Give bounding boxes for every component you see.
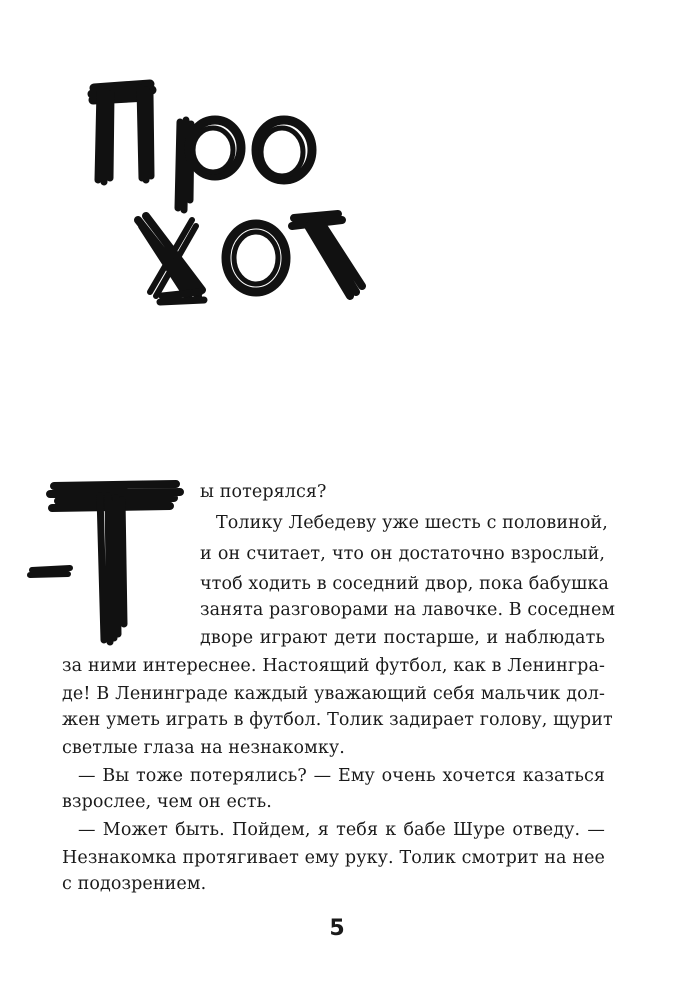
- body-line-10: светлые глаза на незнакомку.: [62, 738, 345, 758]
- body-line-7: за ними интереснее. Настоящий футбол, как в Ленингра-: [62, 656, 605, 676]
- body-line-15: с подозрением.: [62, 874, 207, 894]
- body-line-3: и он считает, что он достаточно взрослый,: [200, 544, 605, 564]
- body-line-4: чтоб ходить в соседний двор, пока бабушка: [200, 574, 609, 594]
- dropcap-lettering: [24, 474, 194, 650]
- dropcap: [24, 474, 194, 650]
- body-line-5: занята разговорами на лавочке. В соседнем: [200, 600, 616, 620]
- body-line-2: Толику Лебедеву уже шесть с половиной,: [216, 513, 608, 533]
- body-line-8: де! В Ленинграде каждый уважающий себя мальчик дол-: [62, 684, 605, 704]
- body-line-6: дворе играют дети постарше, и наблюдать: [200, 628, 605, 648]
- body-line-11: — Вы тоже потерялись? — Ему очень хочется казаться: [78, 766, 605, 786]
- chapter-title-lettering: [80, 70, 380, 310]
- body-line-12: взрослее, чем он есть.: [62, 792, 272, 812]
- body-line-14: Незнакомка протягивает ему руку. Толик смотрит на нее: [62, 848, 605, 868]
- body-line-1: ы потерялся?: [200, 482, 327, 502]
- body-line-9: жен уметь играть в футбол. Толик задирает голову, щурит: [62, 710, 613, 730]
- body-line-13: — Может быть. Пойдем, я тебя к бабе Шуре отведу. —: [78, 820, 605, 840]
- page-number: 5: [329, 916, 345, 941]
- dropcap-text: [24, 650, 25, 651]
- chapter-title: [80, 70, 380, 310]
